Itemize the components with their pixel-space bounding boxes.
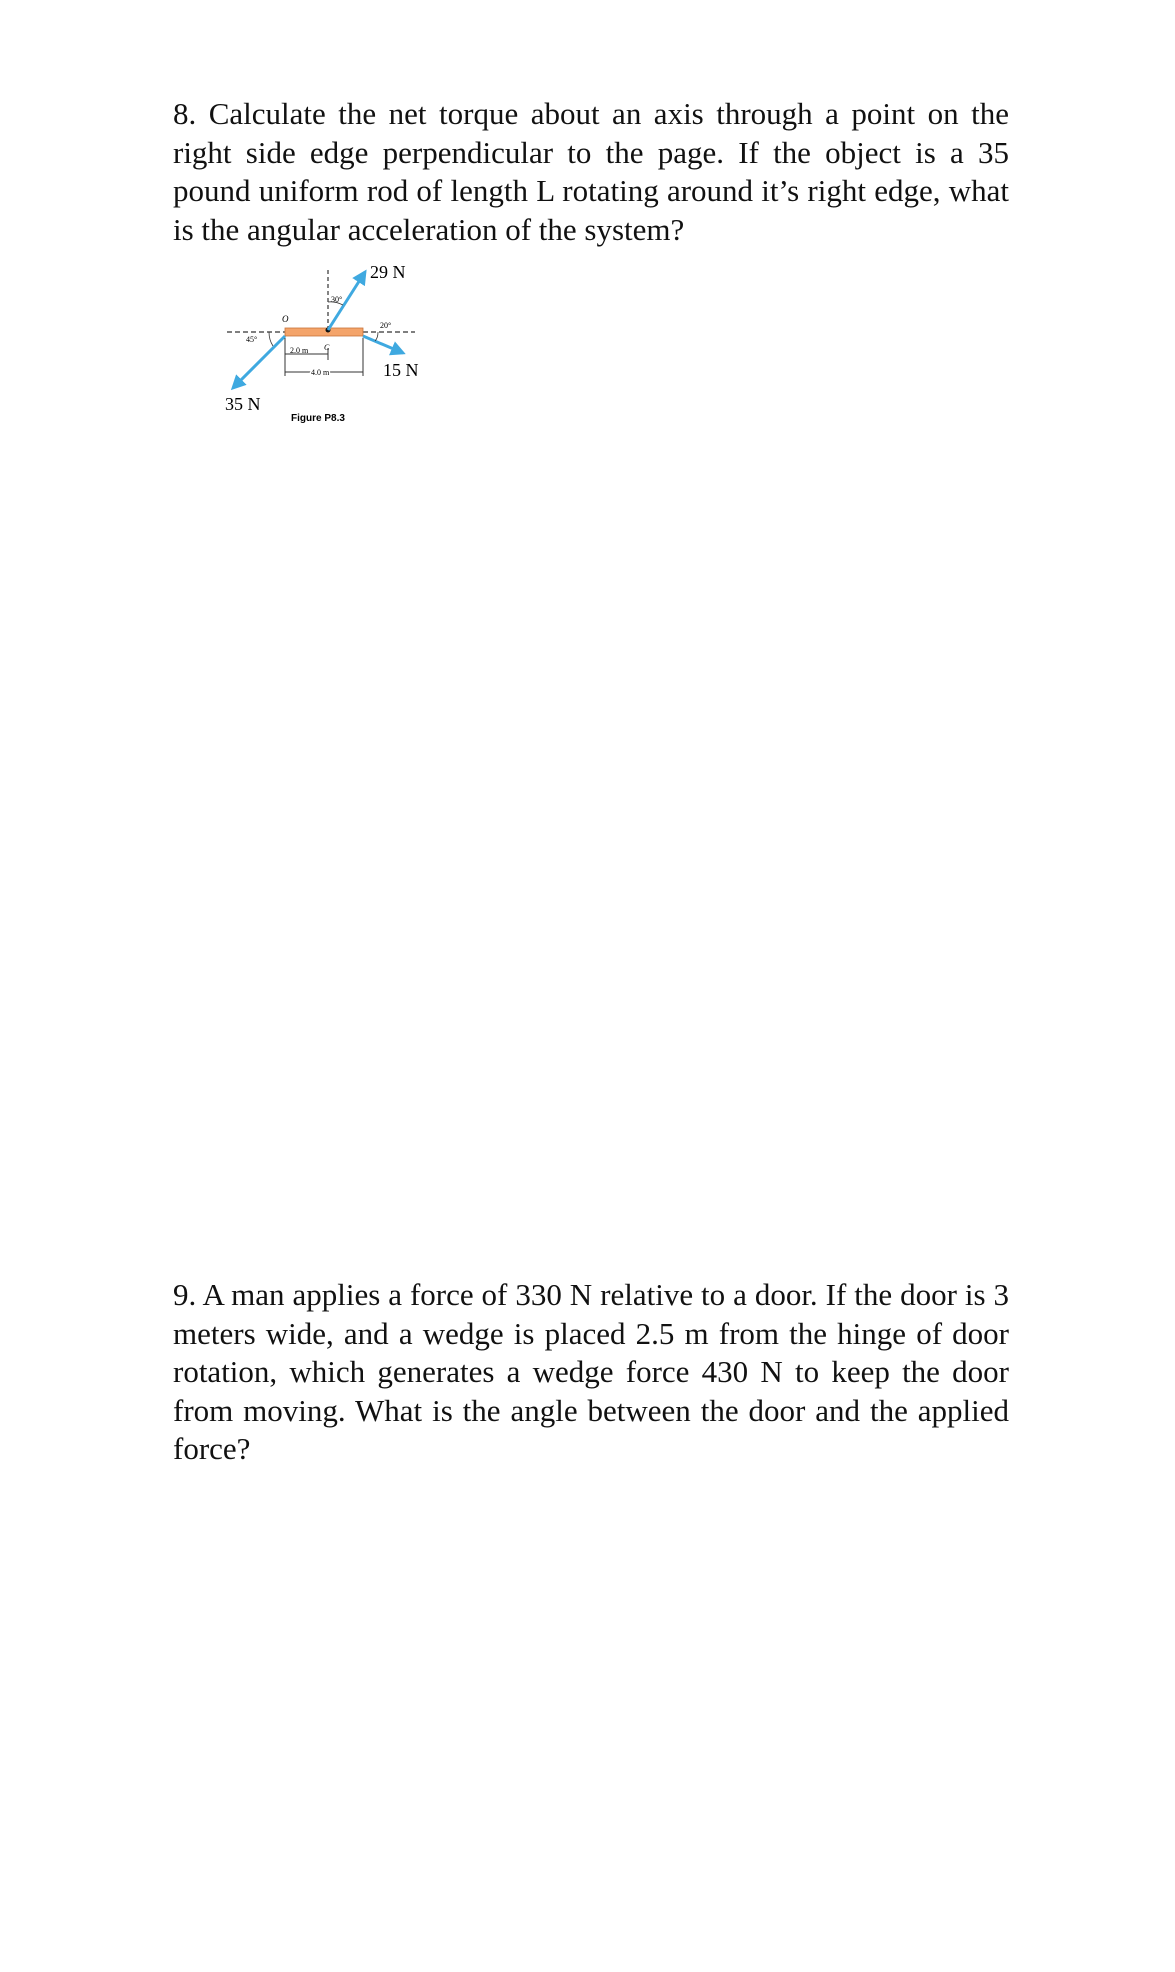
label-angle-45: 45° — [246, 335, 258, 344]
angle-arc-right — [375, 332, 378, 341]
label-force-15n: 15 N — [383, 360, 419, 380]
label-angle-30: 30° — [331, 295, 343, 304]
force-arrow-35n — [233, 336, 285, 388]
force-arrow-15n — [363, 336, 403, 353]
question-8-text: 8. Calculate the net torque about an axis through a point on the right side edge perpendicular to the page. If the object is a 35 pound uniform rod of length L rotating around it’s right edge, what is the angular acceleration of the system? — [173, 96, 1009, 247]
label-dim-2m: 2.0 m — [290, 346, 309, 355]
label-point-o: O — [282, 314, 289, 324]
angle-arc-left — [269, 332, 273, 346]
label-angle-20: 20° — [380, 321, 392, 330]
label-point-c: C — [324, 343, 330, 352]
label-dim-4m: 4.0 m — [311, 368, 330, 377]
torque-figure — [215, 258, 445, 433]
label-force-35n: 35 N — [225, 394, 261, 414]
rod-bar — [285, 328, 363, 336]
label-force-29n: 29 N — [370, 262, 406, 282]
figure-caption: Figure P8.3 — [291, 413, 345, 424]
figure-svg — [215, 258, 445, 433]
question-9-text: 9. A man applies a force of 330 N relative to a door. If the door is 3 meters wide, and a wedge is placed 2.5 m from the hinge of door rotation, which generates a wedge force 430 N to keep the door from moving. What is the angle between the door and the applied force? — [173, 1277, 1009, 1466]
